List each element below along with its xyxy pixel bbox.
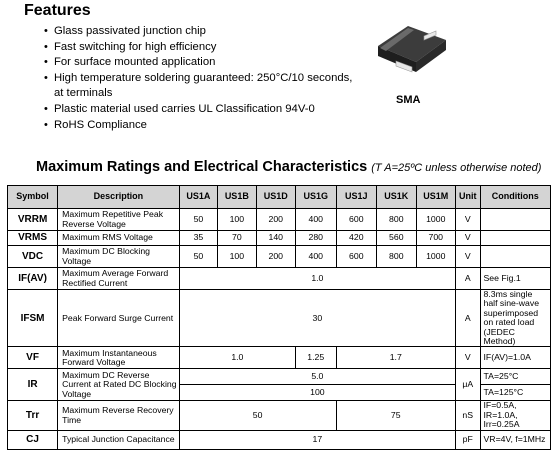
- unit-cell: A: [455, 290, 480, 347]
- feature-item: • Glass passivated junction chip: [44, 24, 352, 40]
- description-cell: Peak Forward Surge Current: [58, 290, 180, 347]
- value-cell: 200: [256, 209, 295, 231]
- header-cell: Conditions: [480, 186, 550, 209]
- header-cell: Description: [58, 186, 180, 209]
- unit-cell: pF: [455, 430, 480, 449]
- unit-cell: A: [455, 268, 480, 290]
- value-cell: 50: [179, 209, 217, 231]
- value-cell: 50: [179, 246, 217, 268]
- conditions-cell: [480, 209, 550, 231]
- symbol-cell: CJ: [8, 430, 58, 449]
- feature-list: [44, 24, 352, 133]
- table-row: [8, 246, 551, 268]
- unit-cell: V: [455, 246, 480, 268]
- ratings-condition: (T A=25ºC unless otherwise noted): [371, 162, 542, 174]
- table-row: [8, 347, 551, 369]
- header-cell: US1J: [336, 186, 377, 209]
- value-cell: 1.25: [295, 347, 336, 369]
- conditions-cell: 8.3ms single half sine-wave superimposed on rated load (JEDEC Method): [480, 290, 550, 347]
- description-cell: Maximum Repetitive Peak Reverse Voltage: [58, 209, 180, 231]
- header-cell: US1G: [295, 186, 336, 209]
- table-row: [8, 430, 551, 449]
- header-cell: Symbol: [8, 186, 58, 209]
- value-cell: 600: [336, 246, 377, 268]
- value-cell: 100: [179, 385, 455, 401]
- table-row: [8, 401, 551, 430]
- feature-item: • Fast switching for high efficiency: [44, 40, 352, 56]
- table-row: [8, 231, 551, 246]
- conditions-cell: IF=0.5A, IR=1.0A, Irr=0.25A: [480, 401, 550, 430]
- symbol-cell: IR: [8, 369, 58, 401]
- value-cell: 140: [256, 231, 295, 246]
- symbol-cell: VF: [8, 347, 58, 369]
- value-cell: 5.0: [179, 369, 455, 385]
- features-title: Features: [24, 2, 91, 19]
- description-cell: Maximum Instantaneous Forward Voltage: [58, 347, 180, 369]
- value-cell: 100: [218, 246, 256, 268]
- description-cell: Maximum DC Blocking Voltage: [58, 246, 180, 268]
- header-cell: Unit: [455, 186, 480, 209]
- value-cell: 17: [179, 430, 455, 449]
- feature-item: • High temperature soldering guaranteed: 250°C/10 seconds,: [44, 71, 352, 87]
- unit-cell: V: [455, 209, 480, 231]
- unit-cell: V: [455, 231, 480, 246]
- package-label: SMA: [396, 94, 421, 106]
- conditions-cell: TA=125°C: [480, 385, 550, 401]
- symbol-cell: Trr: [8, 401, 58, 430]
- header-cell: US1K: [377, 186, 416, 209]
- value-cell: 700: [416, 231, 455, 246]
- value-cell: 1.0: [179, 268, 455, 290]
- table-row: [8, 290, 551, 347]
- description-cell: Maximum DC Reverse Current at Rated DC Blocking Voltage: [58, 369, 180, 401]
- value-cell: 100: [218, 209, 256, 231]
- value-cell: 35: [179, 231, 217, 246]
- feature-item: • Plastic material used carries UL Classification 94V-0: [44, 102, 352, 118]
- ratings-table: [7, 185, 551, 450]
- description-cell: Maximum Average Forward Rectified Current: [58, 268, 180, 290]
- value-cell: 200: [256, 246, 295, 268]
- table-row: [8, 209, 551, 231]
- value-cell: 50: [179, 401, 336, 430]
- value-cell: 420: [336, 231, 377, 246]
- header-cell: US1M: [416, 186, 455, 209]
- header-cell: US1B: [218, 186, 256, 209]
- value-cell: 560: [377, 231, 416, 246]
- unit-cell: μA: [455, 369, 480, 401]
- ratings-title: [36, 159, 541, 175]
- table-header-row: [8, 186, 551, 209]
- conditions-cell: TA=25°C: [480, 369, 550, 385]
- description-cell: Typical Junction Capacitance: [58, 430, 180, 449]
- value-cell: 70: [218, 231, 256, 246]
- symbol-cell: VDC: [8, 246, 58, 268]
- symbol-cell: IFSM: [8, 290, 58, 347]
- symbol-cell: VRRM: [8, 209, 58, 231]
- value-cell: 800: [377, 209, 416, 231]
- value-cell: 1000: [416, 209, 455, 231]
- conditions-cell: [480, 231, 550, 246]
- conditions-cell: [480, 246, 550, 268]
- description-cell: Maximum Reverse Recovery Time: [58, 401, 180, 430]
- sma-package-image: [372, 22, 450, 74]
- feature-item: • RoHS Compliance: [44, 118, 352, 134]
- symbol-cell: VRMS: [8, 231, 58, 246]
- conditions-cell: See Fig.1: [480, 268, 550, 290]
- value-cell: 280: [295, 231, 336, 246]
- value-cell: 1.7: [336, 347, 455, 369]
- value-cell: 800: [377, 246, 416, 268]
- value-cell: 400: [295, 246, 336, 268]
- conditions-cell: IF(AV)=1.0A: [480, 347, 550, 369]
- value-cell: 400: [295, 209, 336, 231]
- value-cell: 600: [336, 209, 377, 231]
- ratings-title-text: Maximum Ratings and Electrical Characteristics: [36, 159, 368, 175]
- header-cell: US1A: [179, 186, 217, 209]
- table-row: [8, 369, 551, 385]
- feature-item-continued: at terminals: [54, 87, 113, 100]
- unit-cell: nS: [455, 401, 480, 430]
- feature-item: • For surface mounted application: [44, 55, 352, 71]
- unit-cell: V: [455, 347, 480, 369]
- description-cell: Maximum RMS Voltage: [58, 231, 180, 246]
- value-cell: 30: [179, 290, 455, 347]
- value-cell: 1000: [416, 246, 455, 268]
- table-row: [8, 268, 551, 290]
- symbol-cell: IF(AV): [8, 268, 58, 290]
- value-cell: 1.0: [179, 347, 295, 369]
- value-cell: 75: [336, 401, 455, 430]
- header-cell: US1D: [256, 186, 295, 209]
- conditions-cell: VR=4V, f=1MHz: [480, 430, 550, 449]
